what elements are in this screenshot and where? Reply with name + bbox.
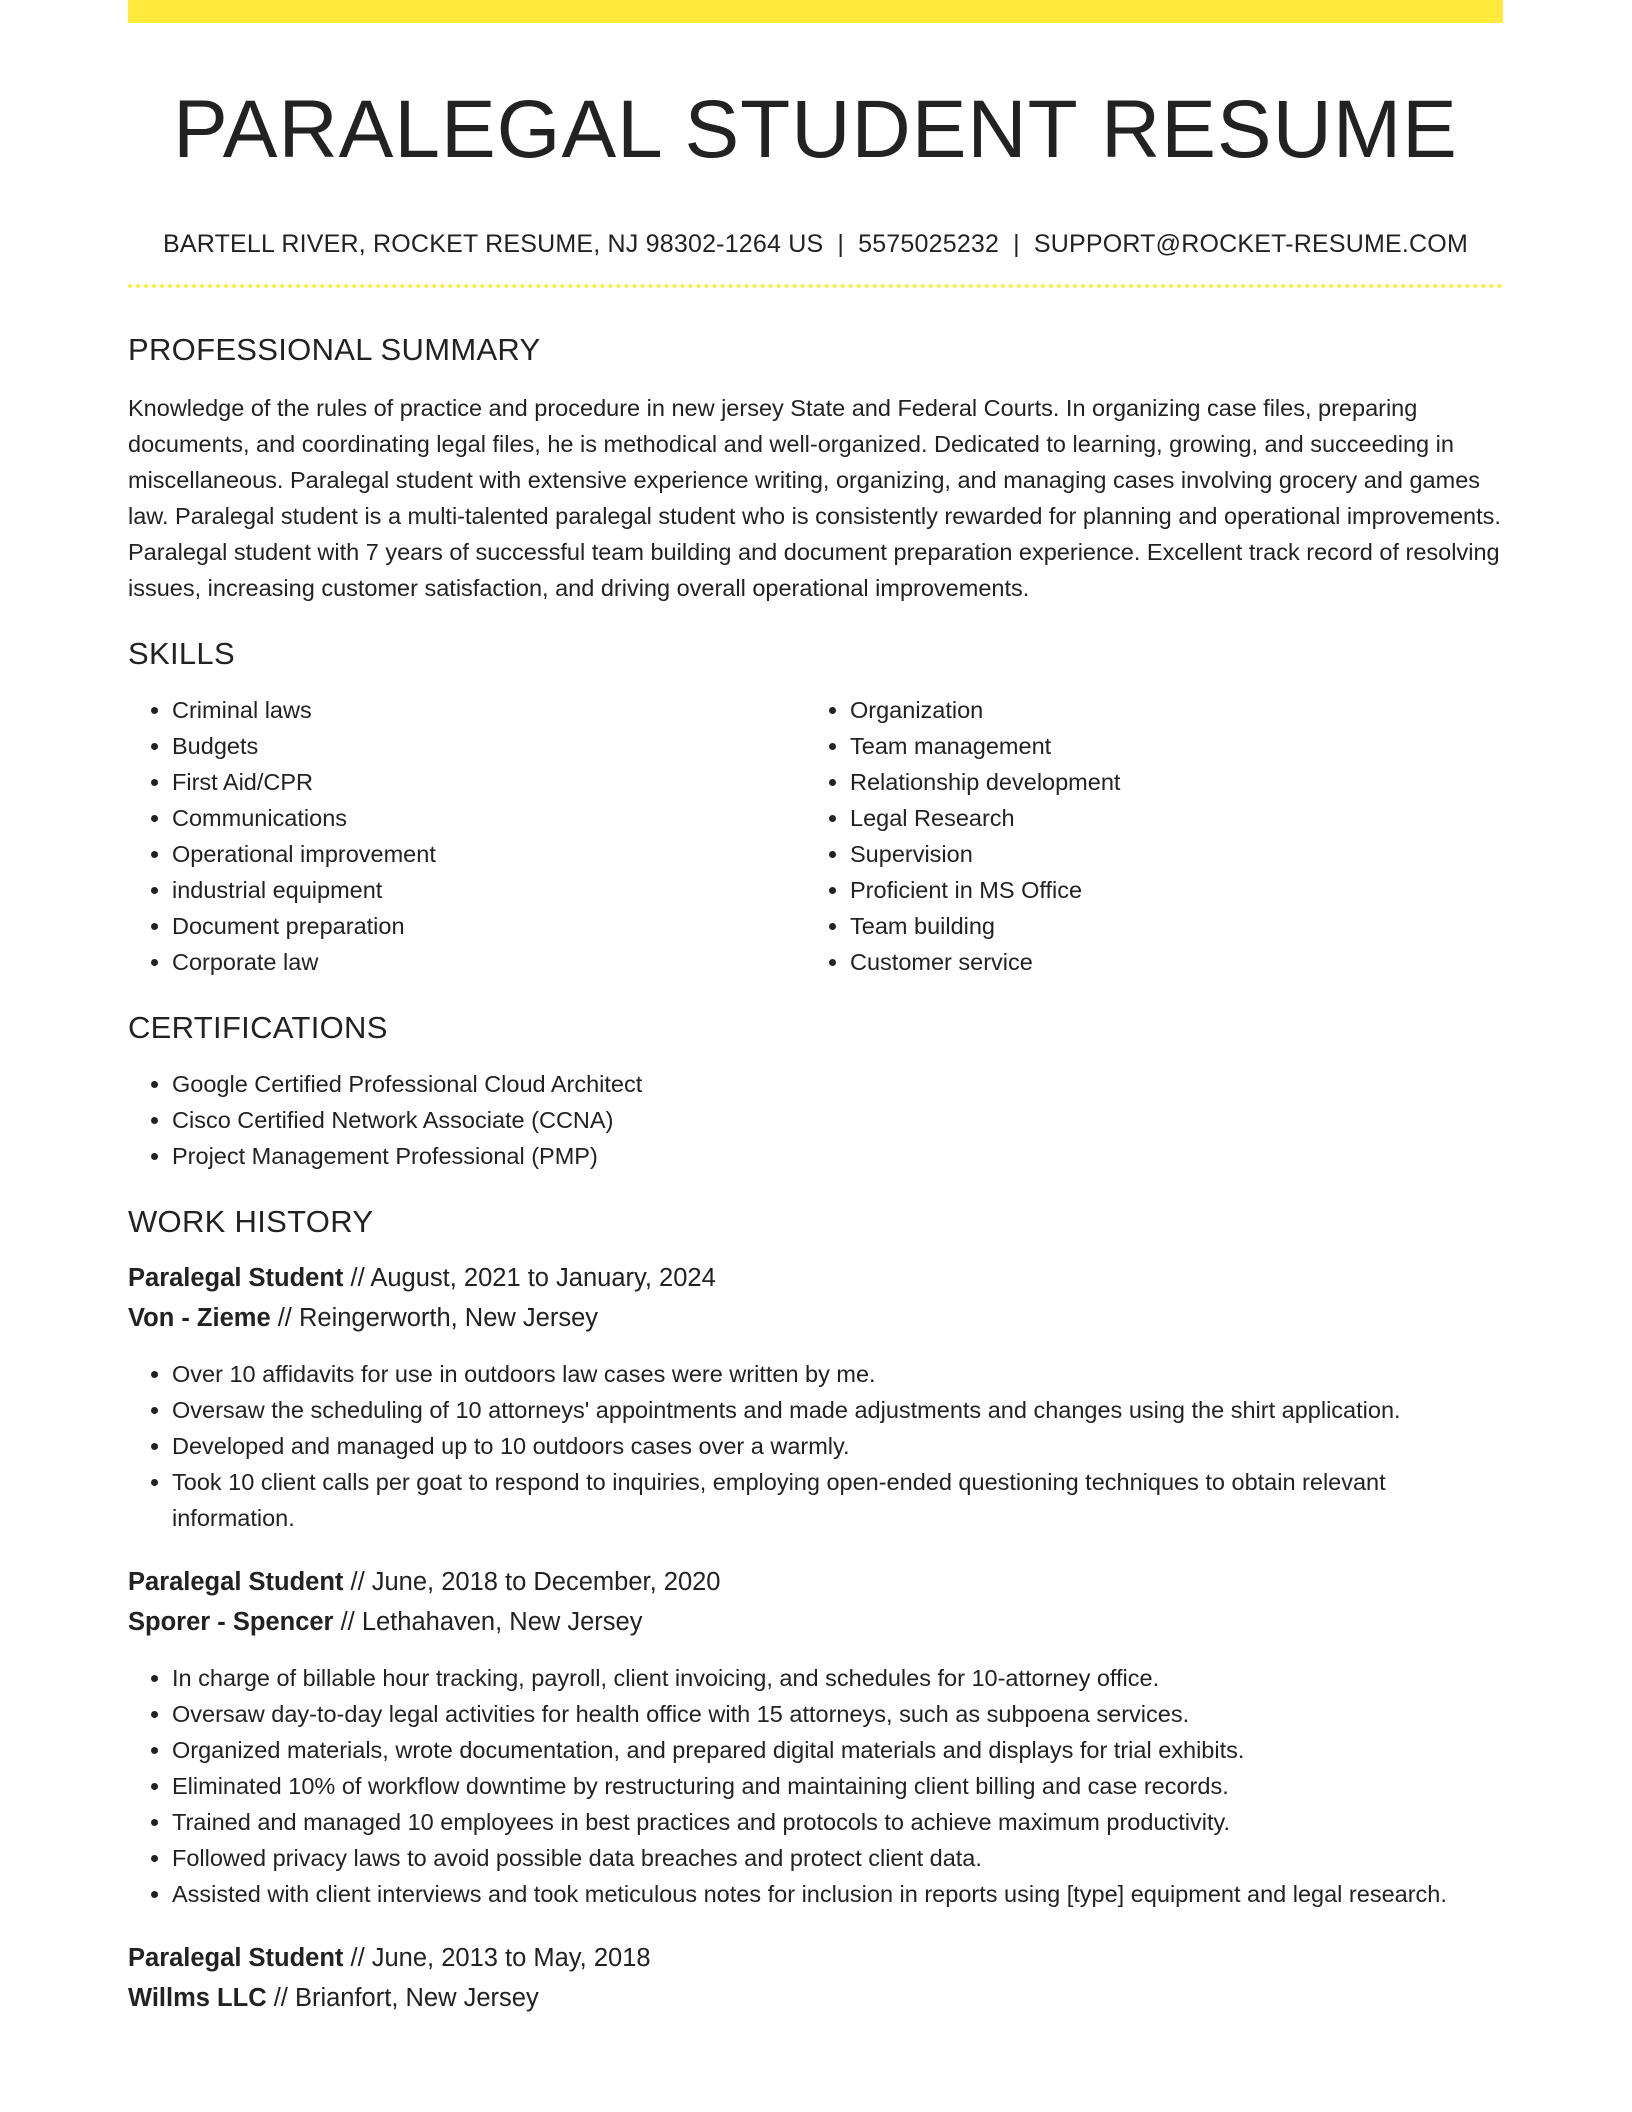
contact-separator: | bbox=[1013, 230, 1020, 258]
resume-title: PARALEGAL STUDENT RESUME bbox=[173, 84, 1458, 175]
certification-item: • Project Management Professional (PMP) bbox=[172, 1138, 1503, 1174]
skill-item: • Organization bbox=[850, 692, 1484, 728]
job-bullet: • Took 10 client calls per goat to respond to inquiries, employing open-ended questioning techniques to obtain relevant information. bbox=[172, 1464, 1503, 1536]
contact-address: BARTELL RIVER, ROCKET RESUME, NJ 98302-1264 US bbox=[163, 230, 824, 258]
job-location: // Brianfort, New Jersey bbox=[266, 1984, 539, 2012]
job-location: // Reingerworth, New Jersey bbox=[270, 1304, 599, 1332]
job-company: Sporer - Spencer bbox=[128, 1608, 334, 1636]
certifications-list bbox=[128, 1066, 1503, 1174]
skill-item: • Corporate law bbox=[172, 944, 806, 980]
job-bullet: • Oversaw the scheduling of 10 attorneys' appointments and made adjustments and changes using the shirt application. bbox=[172, 1392, 1503, 1428]
skill-item: • First Aid/CPR bbox=[172, 764, 806, 800]
job-role-line bbox=[128, 1938, 1503, 1978]
skills-heading: SKILLS bbox=[128, 636, 235, 671]
certification-item: • Cisco Certified Network Associate (CCNA) bbox=[172, 1102, 1503, 1138]
job-bullet: • Developed and managed up to 10 outdoors cases over a warmly. bbox=[172, 1428, 1503, 1464]
job-dates: // August, 2021 to January, 2024 bbox=[343, 1264, 716, 1292]
certifications-heading: CERTIFICATIONS bbox=[128, 1010, 388, 1045]
job-role: Paralegal Student bbox=[128, 1568, 344, 1596]
job-company: Willms LLC bbox=[128, 1984, 267, 2012]
job-bullet: • In charge of billable hour tracking, payroll, client invoicing, and schedules for 10-attorney office. bbox=[172, 1660, 1503, 1696]
skill-item: • Communications bbox=[172, 800, 806, 836]
skill-item: • industrial equipment bbox=[172, 872, 806, 908]
job-bullet: • Organized materials, wrote documentation, and prepared digital materials and displays for trial exhibits. bbox=[172, 1732, 1503, 1768]
job-company-line bbox=[128, 1978, 1503, 2018]
skill-item: • Team management bbox=[850, 728, 1484, 764]
skill-item: • Team building bbox=[850, 908, 1484, 944]
skill-item: • Document preparation bbox=[172, 908, 806, 944]
job-bullet: • Oversaw day-to-day legal activities for health office with 15 attorneys, such as subpoena services. bbox=[172, 1696, 1503, 1732]
job-bullet: • Eliminated 10% of workflow downtime by restructuring and maintaining client billing and case records. bbox=[172, 1768, 1503, 1804]
job-company: Von - Zieme bbox=[128, 1304, 271, 1332]
job-company-line bbox=[128, 1298, 1503, 1338]
summary-heading: PROFESSIONAL SUMMARY bbox=[128, 332, 541, 367]
skill-item: • Proficient in MS Office bbox=[850, 872, 1484, 908]
skill-item: • Criminal laws bbox=[172, 692, 806, 728]
resume-content bbox=[128, 0, 1503, 2018]
job-spacer bbox=[128, 1912, 1503, 1938]
job-spacer bbox=[128, 1536, 1503, 1562]
work-history-heading: WORK HISTORY bbox=[128, 1204, 374, 1239]
job-bullets bbox=[128, 1356, 1503, 1536]
job-role: Paralegal Student bbox=[128, 1944, 344, 1972]
job-bullets bbox=[128, 1660, 1503, 1912]
job-bullet: • Assisted with client interviews and took meticulous notes for inclusion in reports using [type] equipment and legal research. bbox=[172, 1876, 1503, 1912]
job-location: // Lethahaven, New Jersey bbox=[333, 1608, 643, 1636]
skill-item: • Legal Research bbox=[850, 800, 1484, 836]
dotted-divider bbox=[128, 284, 1503, 288]
skill-item: • Budgets bbox=[172, 728, 806, 764]
job-company-line bbox=[128, 1602, 1503, 1642]
job-role-line bbox=[128, 1258, 1503, 1298]
contact-line bbox=[128, 228, 1503, 260]
skills-columns bbox=[128, 692, 1503, 980]
contact-separator: | bbox=[837, 230, 845, 258]
job-dates: // June, 2013 to May, 2018 bbox=[343, 1944, 651, 1972]
skills-right-list bbox=[806, 692, 1484, 980]
job-role-line bbox=[128, 1562, 1503, 1602]
certification-item: • Google Certified Professional Cloud Architect bbox=[172, 1066, 1503, 1102]
skill-item: • Supervision bbox=[850, 836, 1484, 872]
job-bullet: • Over 10 affidavits for use in outdoors law cases were written by me. bbox=[172, 1356, 1503, 1392]
job-bullet: • Trained and managed 10 employees in best practices and protocols to achieve maximum productivity. bbox=[172, 1804, 1503, 1840]
contact-phone: 5575025232 bbox=[858, 230, 1000, 258]
summary-text: Knowledge of the rules of practice and procedure in new jersey State and Federal Courts. In organizing case files, preparing documents, and coordinating legal files, he is methodical and well-organized. Dedicated to learning, growing, and succeeding in miscellaneous. Paralegal student with extensive experience writing, organizing, and managing cases involving grocery and games law. Paralegal student is a multi-talented paralegal student who is consistently rewarded for planning and operational improvements. Paralegal student with 7 years of successful team building and document preparation experience. Excellent track record of resolving issues, increasing customer satisfaction, and driving overall operational improvements. bbox=[128, 395, 1501, 601]
job-role: Paralegal Student bbox=[128, 1264, 344, 1292]
job-dates: // June, 2018 to December, 2020 bbox=[343, 1568, 721, 1596]
skill-item: • Relationship development bbox=[850, 764, 1484, 800]
job-bullet: • Followed privacy laws to avoid possible data breaches and protect client data. bbox=[172, 1840, 1503, 1876]
skill-item: • Operational improvement bbox=[172, 836, 806, 872]
contact-email: SUPPORT@ROCKET-RESUME.COM bbox=[1033, 230, 1468, 258]
skill-item: • Customer service bbox=[850, 944, 1484, 980]
skills-left-list bbox=[128, 692, 806, 980]
